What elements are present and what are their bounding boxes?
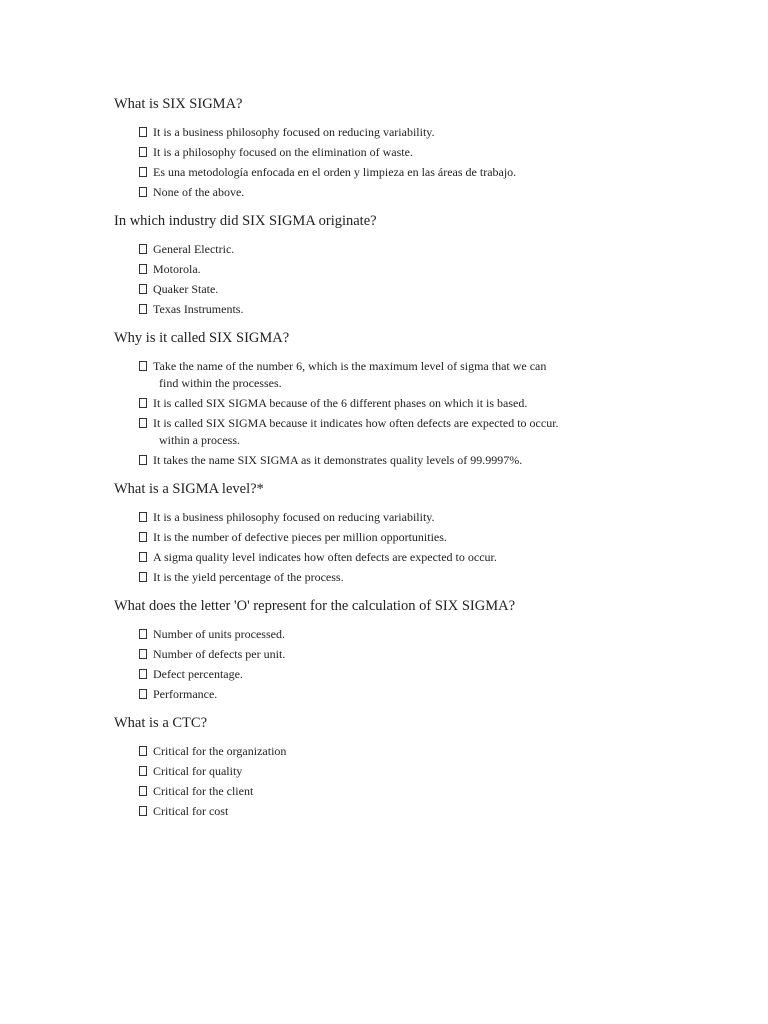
question-4 bbox=[114, 479, 674, 586]
checkbox-icon[interactable] bbox=[139, 649, 147, 659]
question-5 bbox=[114, 596, 674, 703]
option-item[interactable] bbox=[139, 164, 674, 181]
question-1 bbox=[114, 94, 674, 201]
option-item[interactable] bbox=[139, 184, 674, 201]
question-title: What is a CTC? bbox=[114, 715, 208, 731]
option-label: General Electric. bbox=[153, 242, 235, 256]
checkbox-icon[interactable] bbox=[139, 418, 147, 428]
option-item[interactable] bbox=[139, 301, 674, 318]
option-item[interactable] bbox=[139, 783, 674, 800]
option-label: Number of units processed. bbox=[153, 627, 285, 641]
checkbox-icon[interactable] bbox=[139, 167, 147, 177]
option-item[interactable] bbox=[139, 509, 674, 526]
question-title: What does the letter 'O' represent for the calculation of SIX SIGMA? bbox=[114, 598, 516, 614]
option-label: It is the number of defective pieces per million opportunities. bbox=[153, 530, 447, 544]
option-item[interactable] bbox=[139, 261, 674, 278]
option-label: Performance. bbox=[153, 687, 218, 701]
option-list bbox=[114, 358, 674, 469]
question-3 bbox=[114, 328, 674, 469]
option-list bbox=[114, 743, 674, 820]
option-item[interactable] bbox=[139, 124, 674, 141]
checkbox-icon[interactable] bbox=[139, 147, 147, 157]
question-title: In which industry did SIX SIGMA originate? bbox=[114, 213, 377, 229]
checkbox-icon[interactable] bbox=[139, 455, 147, 465]
option-label: Take the name of the number 6, which is the maximum level of sigma that we can bbox=[153, 359, 547, 373]
option-list bbox=[114, 124, 674, 201]
option-label-continuation: find within the processes. bbox=[159, 376, 282, 390]
option-item[interactable] bbox=[139, 358, 674, 392]
option-label: Texas Instruments. bbox=[153, 302, 244, 316]
checkbox-icon[interactable] bbox=[139, 264, 147, 274]
checkbox-icon[interactable] bbox=[139, 304, 147, 314]
checkbox-icon[interactable] bbox=[139, 284, 147, 294]
option-item[interactable] bbox=[139, 626, 674, 643]
option-label: A sigma quality level indicates how often defects are expected to occur. bbox=[153, 550, 497, 564]
option-item[interactable] bbox=[139, 803, 674, 820]
option-label: It is a philosophy focused on the elimination of waste. bbox=[153, 145, 413, 159]
option-label: It is called SIX SIGMA because it indicates how often defects are expected to occur. bbox=[153, 416, 559, 430]
option-item[interactable] bbox=[139, 646, 674, 663]
option-label: It is called SIX SIGMA because of the 6 different phases on which it is based. bbox=[153, 396, 528, 410]
option-label: Defect percentage. bbox=[153, 667, 243, 681]
checkbox-icon[interactable] bbox=[139, 398, 147, 408]
option-label: It is a business philosophy focused on reducing variability. bbox=[153, 510, 435, 524]
option-label: Critical for the client bbox=[153, 784, 254, 798]
checkbox-icon[interactable] bbox=[139, 552, 147, 562]
option-item[interactable] bbox=[139, 666, 674, 683]
option-item[interactable] bbox=[139, 281, 674, 298]
option-item[interactable] bbox=[139, 395, 674, 412]
checkbox-icon[interactable] bbox=[139, 532, 147, 542]
quiz-document bbox=[114, 94, 674, 830]
checkbox-icon[interactable] bbox=[139, 361, 147, 371]
option-item[interactable] bbox=[139, 686, 674, 703]
checkbox-icon[interactable] bbox=[139, 244, 147, 254]
option-item[interactable] bbox=[139, 144, 674, 161]
checkbox-icon[interactable] bbox=[139, 689, 147, 699]
option-item[interactable] bbox=[139, 743, 674, 760]
question-2 bbox=[114, 211, 674, 318]
option-label: None of the above. bbox=[153, 185, 245, 199]
checkbox-icon[interactable] bbox=[139, 127, 147, 137]
checkbox-icon[interactable] bbox=[139, 806, 147, 816]
checkbox-icon[interactable] bbox=[139, 572, 147, 582]
checkbox-icon[interactable] bbox=[139, 746, 147, 756]
option-item[interactable] bbox=[139, 549, 674, 566]
option-label: Critical for cost bbox=[153, 804, 229, 818]
option-label: Critical for quality bbox=[153, 764, 243, 778]
question-title: What is a SIGMA level?* bbox=[114, 481, 264, 497]
option-label: Quaker State. bbox=[153, 282, 219, 296]
option-item[interactable] bbox=[139, 452, 674, 469]
question-title: Why is it called SIX SIGMA? bbox=[114, 330, 290, 346]
checkbox-icon[interactable] bbox=[139, 187, 147, 197]
option-label: Critical for the organization bbox=[153, 744, 287, 758]
option-label-continuation: within a process. bbox=[159, 433, 240, 447]
option-list bbox=[114, 241, 674, 318]
checkbox-icon[interactable] bbox=[139, 786, 147, 796]
checkbox-icon[interactable] bbox=[139, 512, 147, 522]
option-item[interactable] bbox=[139, 241, 674, 258]
option-item[interactable] bbox=[139, 529, 674, 546]
checkbox-icon[interactable] bbox=[139, 669, 147, 679]
checkbox-icon[interactable] bbox=[139, 766, 147, 776]
question-6 bbox=[114, 713, 674, 820]
option-label: It takes the name SIX SIGMA as it demonstrates quality levels of 99.9997%. bbox=[153, 453, 523, 467]
option-label: It is a business philosophy focused on reducing variability. bbox=[153, 125, 435, 139]
option-label: Es una metodología enfocada en el orden y limpieza en las áreas de trabajo. bbox=[153, 165, 517, 179]
option-label: Motorola. bbox=[153, 262, 201, 276]
option-label: Number of defects per unit. bbox=[153, 647, 286, 661]
option-list bbox=[114, 509, 674, 586]
option-item[interactable] bbox=[139, 415, 674, 449]
question-title: What is SIX SIGMA? bbox=[114, 96, 243, 112]
option-item[interactable] bbox=[139, 569, 674, 586]
option-item[interactable] bbox=[139, 763, 674, 780]
checkbox-icon[interactable] bbox=[139, 629, 147, 639]
option-list bbox=[114, 626, 674, 703]
option-label: It is the yield percentage of the process. bbox=[153, 570, 344, 584]
